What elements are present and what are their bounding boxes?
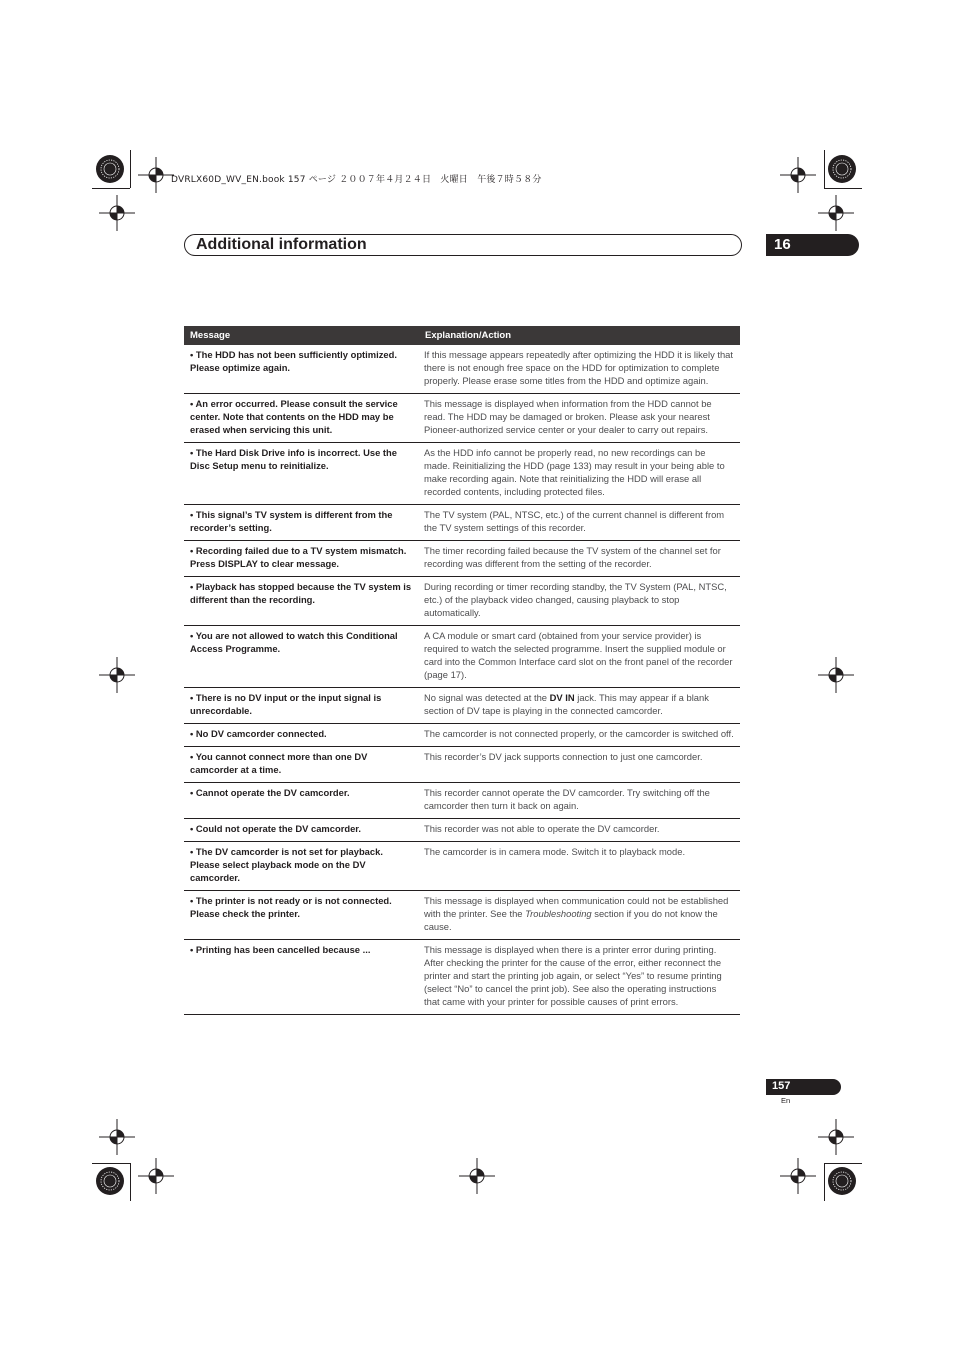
explanation-cell [419, 891, 740, 940]
table-row [184, 819, 740, 842]
table-row [184, 891, 740, 940]
message-cell: • Printing has been cancelled because ... [184, 940, 419, 1015]
explanation-cell: As the HDD info cannot be properly read, no new recordings can be made. Reinitializing the HDD (page 133) may result in your being able to make recording again. Note that reinitializing the HDD will erase all recorded contents, including protected files. [419, 443, 740, 505]
explanation-cell: A CA module or smart card (obtained from your service provider) is required to watch the selected programme. Insert the supplied module or card into the Common Interface card slot on the front panel of the recorder (page 17). [419, 626, 740, 688]
crop-line [824, 1163, 825, 1201]
message-cell: • There is no DV input or the input signal is unrecordable. [184, 688, 419, 724]
explanation-cell: If this message appears repeatedly after optimizing the HDD it is likely that there is not enough free space on the HDD for optimization to complete properly. Please erase some titles from the HDD and optimize again. [419, 345, 740, 394]
explanation-text: This message is displayed when communication could not be established with the printer. See the [424, 895, 729, 919]
crop-line [130, 150, 131, 188]
book-header: DVRLX60D_WV_EN.book 157 ページ ２００７年４月２４日 火曜日 午後７時５８分 [171, 175, 542, 185]
explanation-cell: The timer recording failed because the TV system of the channel set for recording was different from the setting of the recorder. [419, 541, 740, 577]
table-row [184, 541, 740, 577]
message-cell: • This signal’s TV system is different from the recorder’s setting. [184, 505, 419, 541]
message-cell: • The HDD has not been sufficiently optimized. Please optimize again. [184, 345, 419, 394]
table-row [184, 688, 740, 724]
crop-line [824, 150, 825, 188]
message-cell: • The Hard Disk Drive info is incorrect. Use the Disc Setup menu to reinitialize. [184, 443, 419, 505]
registration-cross-mark [818, 195, 854, 231]
registration-cross-mark [780, 157, 816, 193]
crop-line [824, 1163, 862, 1164]
explanation-cell: This message is displayed when information from the HDD cannot be read. The HDD may be damaged or broken. Please ask your nearest Pioneer-authorized service center or your dealer to carry out repairs. [419, 394, 740, 443]
table-row [184, 443, 740, 505]
explanation-cell: During recording or timer recording standby, the TV System (PAL, NTSC, etc.) of the playback video changed, causing playback to stop automatically. [419, 577, 740, 626]
registration-cross-mark [780, 1158, 816, 1194]
troubleshooting-reference: Troubleshooting [525, 908, 592, 919]
header-message: Message [184, 326, 419, 345]
table-header-row [184, 326, 740, 345]
explanation-text: jack. This may appear if a blank section of DV tape is playing in the connected camcorder. [424, 692, 709, 716]
registration-cross-mark [818, 1119, 854, 1155]
message-cell: • You are not allowed to watch this Conditional Access Programme. [184, 626, 419, 688]
registration-star-mark [827, 154, 857, 184]
table-row [184, 505, 740, 541]
registration-star-mark [827, 1166, 857, 1196]
explanation-cell [419, 688, 740, 724]
crop-line [130, 1163, 131, 1201]
message-cell: • You cannot connect more than one DV camcorder at a time. [184, 747, 419, 783]
table-row [184, 626, 740, 688]
registration-star-mark [95, 1166, 125, 1196]
explanation-cell: This recorder’s DV jack supports connection to just one camcorder. [419, 747, 740, 783]
message-table [184, 326, 740, 1015]
explanation-cell: This message is displayed when there is a printer error during printing. After checking the printer for the cause of the error, either reconnect the printer and start the printing job again, or select “Yes” to resume printing (select “No” to cancel the print job). See also the operating instructions that came with your printer for possible causes of print errors. [419, 940, 740, 1015]
chapter-tab [766, 234, 859, 256]
registration-cross-mark [99, 195, 135, 231]
table-row [184, 747, 740, 783]
registration-cross-mark [99, 657, 135, 693]
message-cell: • Cannot operate the DV camcorder. [184, 783, 419, 819]
chapter-number: 16 [774, 236, 791, 253]
registration-cross-mark [99, 1119, 135, 1155]
crop-line [92, 1163, 130, 1164]
message-cell: • The DV camcorder is not set for playback. Please select playback mode on the DV camcorder. [184, 842, 419, 891]
jack-label: DV IN [549, 692, 575, 703]
message-cell: • An error occurred. Please consult the service center. Note that contents on the HDD may be erased when servicing this unit. [184, 394, 419, 443]
crop-line [824, 188, 862, 189]
header-explanation: Explanation/Action [419, 326, 740, 345]
registration-cross-mark [138, 157, 174, 193]
explanation-cell: The camcorder is not connected properly, or the camcorder is switched off. [419, 724, 740, 747]
language-code: En [781, 1096, 791, 1105]
message-cell: • The printer is not ready or is not connected. Please check the printer. [184, 891, 419, 940]
page-number: 157 [772, 1080, 791, 1092]
table-row [184, 783, 740, 819]
explanation-text: No signal was detected at the [424, 692, 550, 703]
table-row [184, 345, 740, 394]
registration-star-mark [95, 154, 125, 184]
explanation-cell: The camcorder is in camera mode. Switch it to playback mode. [419, 842, 740, 891]
section-heading-bar [184, 234, 742, 256]
registration-cross-mark [138, 1158, 174, 1194]
section-title: Additional information [196, 236, 367, 253]
page-number-tab [766, 1079, 841, 1095]
registration-cross-mark [459, 1158, 495, 1194]
message-cell: • Playback has stopped because the TV system is different than the recording. [184, 577, 419, 626]
table-row [184, 940, 740, 1015]
explanation-cell: The TV system (PAL, NTSC, etc.) of the current channel is different from the TV system settings of this recorder. [419, 505, 740, 541]
table-row [184, 842, 740, 891]
message-cell: • Recording failed due to a TV system mismatch. Press DISPLAY to clear message. [184, 541, 419, 577]
explanation-cell: This recorder was not able to operate the DV camcorder. [419, 819, 740, 842]
table-row [184, 724, 740, 747]
explanation-text: section if you do not know the cause. [424, 908, 718, 932]
table-row [184, 394, 740, 443]
registration-cross-mark [818, 657, 854, 693]
message-cell: • No DV camcorder connected. [184, 724, 419, 747]
crop-line [92, 188, 130, 189]
table-row [184, 577, 740, 626]
message-cell: • Could not operate the DV camcorder. [184, 819, 419, 842]
explanation-cell: This recorder cannot operate the DV camcorder. Try switching off the camcorder then turn it back on again. [419, 783, 740, 819]
